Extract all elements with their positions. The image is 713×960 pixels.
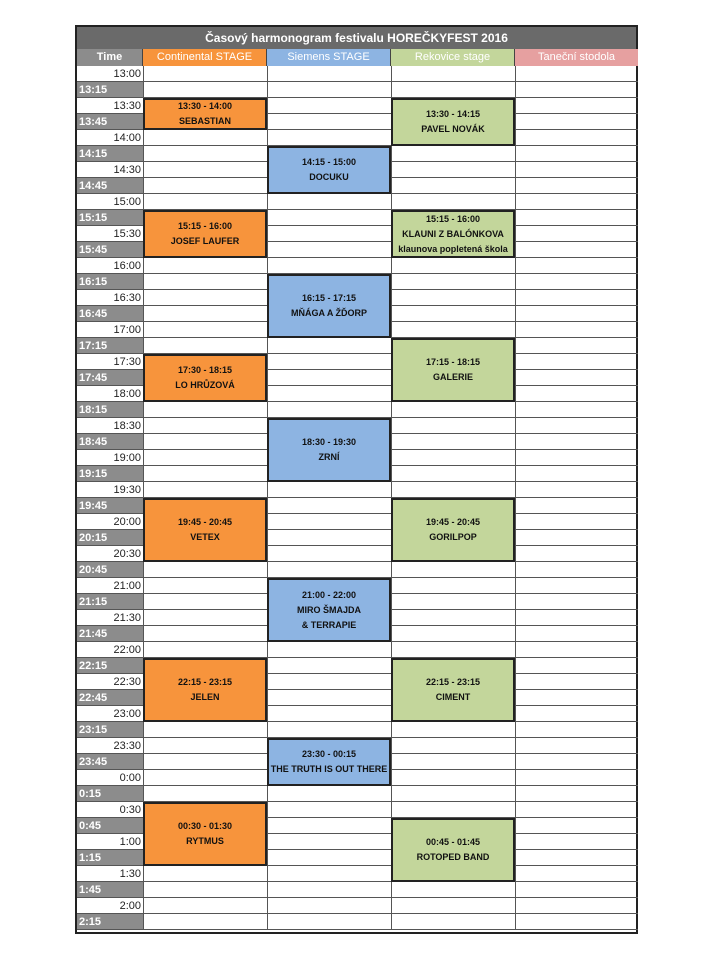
time-slot-label: 16:45 <box>77 306 143 322</box>
time-slot-label: 21:45 <box>77 626 143 642</box>
time-slot-label: 21:15 <box>77 594 143 610</box>
time-slot-label: 1:30 <box>77 866 143 882</box>
performance-time: 18:30 - 19:30 <box>301 437 357 447</box>
performer-name: THE TRUTH IS OUT THERE <box>270 764 388 774</box>
time-slot-label: 13:30 <box>77 98 143 114</box>
performance-time: 13:30 - 14:15 <box>425 109 481 119</box>
header-time: Time <box>77 49 143 66</box>
continental-performance-block <box>143 658 267 722</box>
time-slot-label: 17:30 <box>77 354 143 370</box>
performer-name: ROTOPED BAND <box>416 852 490 862</box>
time-slot-label: 14:30 <box>77 162 143 178</box>
performance-time: 22:15 - 23:15 <box>177 677 233 687</box>
time-slot-label: 14:15 <box>77 146 143 162</box>
festival-schedule-table <box>75 25 638 934</box>
time-slot-label: 21:30 <box>77 610 143 626</box>
performer-name: SEBASTIAN <box>178 116 231 126</box>
column-divider <box>267 66 268 930</box>
time-slot-label: 20:00 <box>77 514 143 530</box>
time-slot-label: 23:30 <box>77 738 143 754</box>
time-slot-label: 15:00 <box>77 194 143 210</box>
siemens-performance-block <box>267 578 391 642</box>
header-siemens-stage: Siemens STAGE <box>267 49 391 66</box>
performer-name: RYTMUS <box>186 836 224 846</box>
siemens-performance-block <box>267 738 391 786</box>
performer-name: ZRNÍ <box>318 452 340 462</box>
time-slot-label: 19:30 <box>77 482 143 498</box>
time-slot-label: 22:00 <box>77 642 143 658</box>
performance-time: 15:15 - 16:00 <box>425 213 481 224</box>
performance-time: 22:15 - 23:15 <box>425 677 481 687</box>
performance-time: 14:15 - 15:00 <box>301 157 357 167</box>
time-slot-label: 23:45 <box>77 754 143 770</box>
time-slot-label: 19:45 <box>77 498 143 514</box>
performance-time: 21:00 - 22:00 <box>301 589 357 600</box>
continental-performance-block <box>143 210 267 258</box>
rekovice-performance-block <box>391 498 515 562</box>
time-slot-label: 15:45 <box>77 242 143 258</box>
time-slot-label: 1:15 <box>77 850 143 866</box>
time-slot-label: 0:45 <box>77 818 143 834</box>
performance-time: 15:15 - 16:00 <box>177 221 233 231</box>
time-slot-label: 17:00 <box>77 322 143 338</box>
time-slot-label: 0:15 <box>77 786 143 802</box>
performance-time: 19:45 - 20:45 <box>425 517 481 527</box>
time-slot-label: 14:45 <box>77 178 143 194</box>
time-slot-label: 20:30 <box>77 546 143 562</box>
schedule-title: Časový harmonogram festivalu HOREČKYFEST 2016 <box>77 27 636 49</box>
time-slot-label: 22:30 <box>77 674 143 690</box>
time-slot-label: 23:00 <box>77 706 143 722</box>
time-slot-label: 2:00 <box>77 898 143 914</box>
siemens-performance-block <box>267 274 391 338</box>
performer-name: VETEX <box>190 532 220 542</box>
time-slot-label: 15:30 <box>77 226 143 242</box>
performance-time: 13:30 - 14:00 <box>177 101 233 111</box>
rekovice-performance-block <box>391 338 515 402</box>
performance-time: 00:45 - 01:45 <box>425 837 481 847</box>
performer-name: KLAUNI Z BALÓNKOVA <box>402 228 504 239</box>
time-slot-label: 14:00 <box>77 130 143 146</box>
time-slot-label: 19:15 <box>77 466 143 482</box>
time-slot-label: 23:15 <box>77 722 143 738</box>
performer-subtitle: klaunova popletená škola <box>398 243 508 254</box>
time-slot-label: 13:00 <box>77 66 143 82</box>
performer-name: MŇÁGA A ŽĎORP <box>291 308 367 318</box>
performance-time: 17:15 - 18:15 <box>425 357 481 367</box>
performance-time: 19:45 - 20:45 <box>177 517 233 527</box>
performance-time: 23:30 - 00:15 <box>301 749 357 759</box>
performance-time: 00:30 - 01:30 <box>177 821 233 831</box>
performer-subtitle: & TERRAPIE <box>301 619 357 630</box>
rekovice-performance-block <box>391 98 515 146</box>
time-slot-label: 0:30 <box>77 802 143 818</box>
time-slot-label: 13:15 <box>77 82 143 98</box>
time-slot-label: 21:00 <box>77 578 143 594</box>
performance-time: 17:30 - 18:15 <box>177 365 233 375</box>
siemens-performance-block <box>267 146 391 194</box>
performer-name: GORILPOP <box>429 532 477 542</box>
header-rekovice-stage: Rekovice stage <box>391 49 515 66</box>
performer-name: JELEN <box>190 692 220 702</box>
time-slot-label: 20:15 <box>77 530 143 546</box>
header-tanecni-stodola: Taneční stodola <box>515 49 638 66</box>
continental-performance-block <box>143 98 267 130</box>
header-continental-stage: Continental STAGE <box>143 49 267 66</box>
time-slot-label: 17:15 <box>77 338 143 354</box>
performance-time: 16:15 - 17:15 <box>301 293 357 303</box>
time-slot-label: 22:45 <box>77 690 143 706</box>
performer-name: CIMENT <box>435 692 471 702</box>
continental-performance-block <box>143 498 267 562</box>
siemens-performance-block <box>267 418 391 482</box>
time-slot-label: 19:00 <box>77 450 143 466</box>
time-slot-label: 16:30 <box>77 290 143 306</box>
time-slot-label: 15:15 <box>77 210 143 226</box>
time-slot-label: 18:45 <box>77 434 143 450</box>
time-slot-label: 1:00 <box>77 834 143 850</box>
performer-name: MIRO ŠMAJDA <box>296 604 361 615</box>
time-slot-label: 18:30 <box>77 418 143 434</box>
column-divider <box>515 66 516 930</box>
continental-performance-block <box>143 354 267 402</box>
performer-name: DOCUKU <box>309 172 349 182</box>
continental-performance-block <box>143 802 267 866</box>
rekovice-performance-block <box>391 210 515 258</box>
time-slot-label: 13:45 <box>77 114 143 130</box>
time-slot-label: 20:45 <box>77 562 143 578</box>
time-slot-label: 2:15 <box>77 914 143 930</box>
performer-name: PAVEL NOVÁK <box>421 124 485 134</box>
time-slot-label: 1:45 <box>77 882 143 898</box>
performer-name: LO HRŮZOVÁ <box>175 380 235 390</box>
time-slot-label: 18:00 <box>77 386 143 402</box>
time-slot-label: 22:15 <box>77 658 143 674</box>
performer-name: JOSEF LAUFER <box>170 236 240 246</box>
performer-name: GALERIE <box>432 372 473 382</box>
rekovice-performance-block <box>391 658 515 722</box>
time-slot-label: 16:00 <box>77 258 143 274</box>
time-slot-label: 0:00 <box>77 770 143 786</box>
time-slot-label: 17:45 <box>77 370 143 386</box>
rekovice-performance-block <box>391 818 515 882</box>
time-slot-label: 16:15 <box>77 274 143 290</box>
time-slot-label: 18:15 <box>77 402 143 418</box>
